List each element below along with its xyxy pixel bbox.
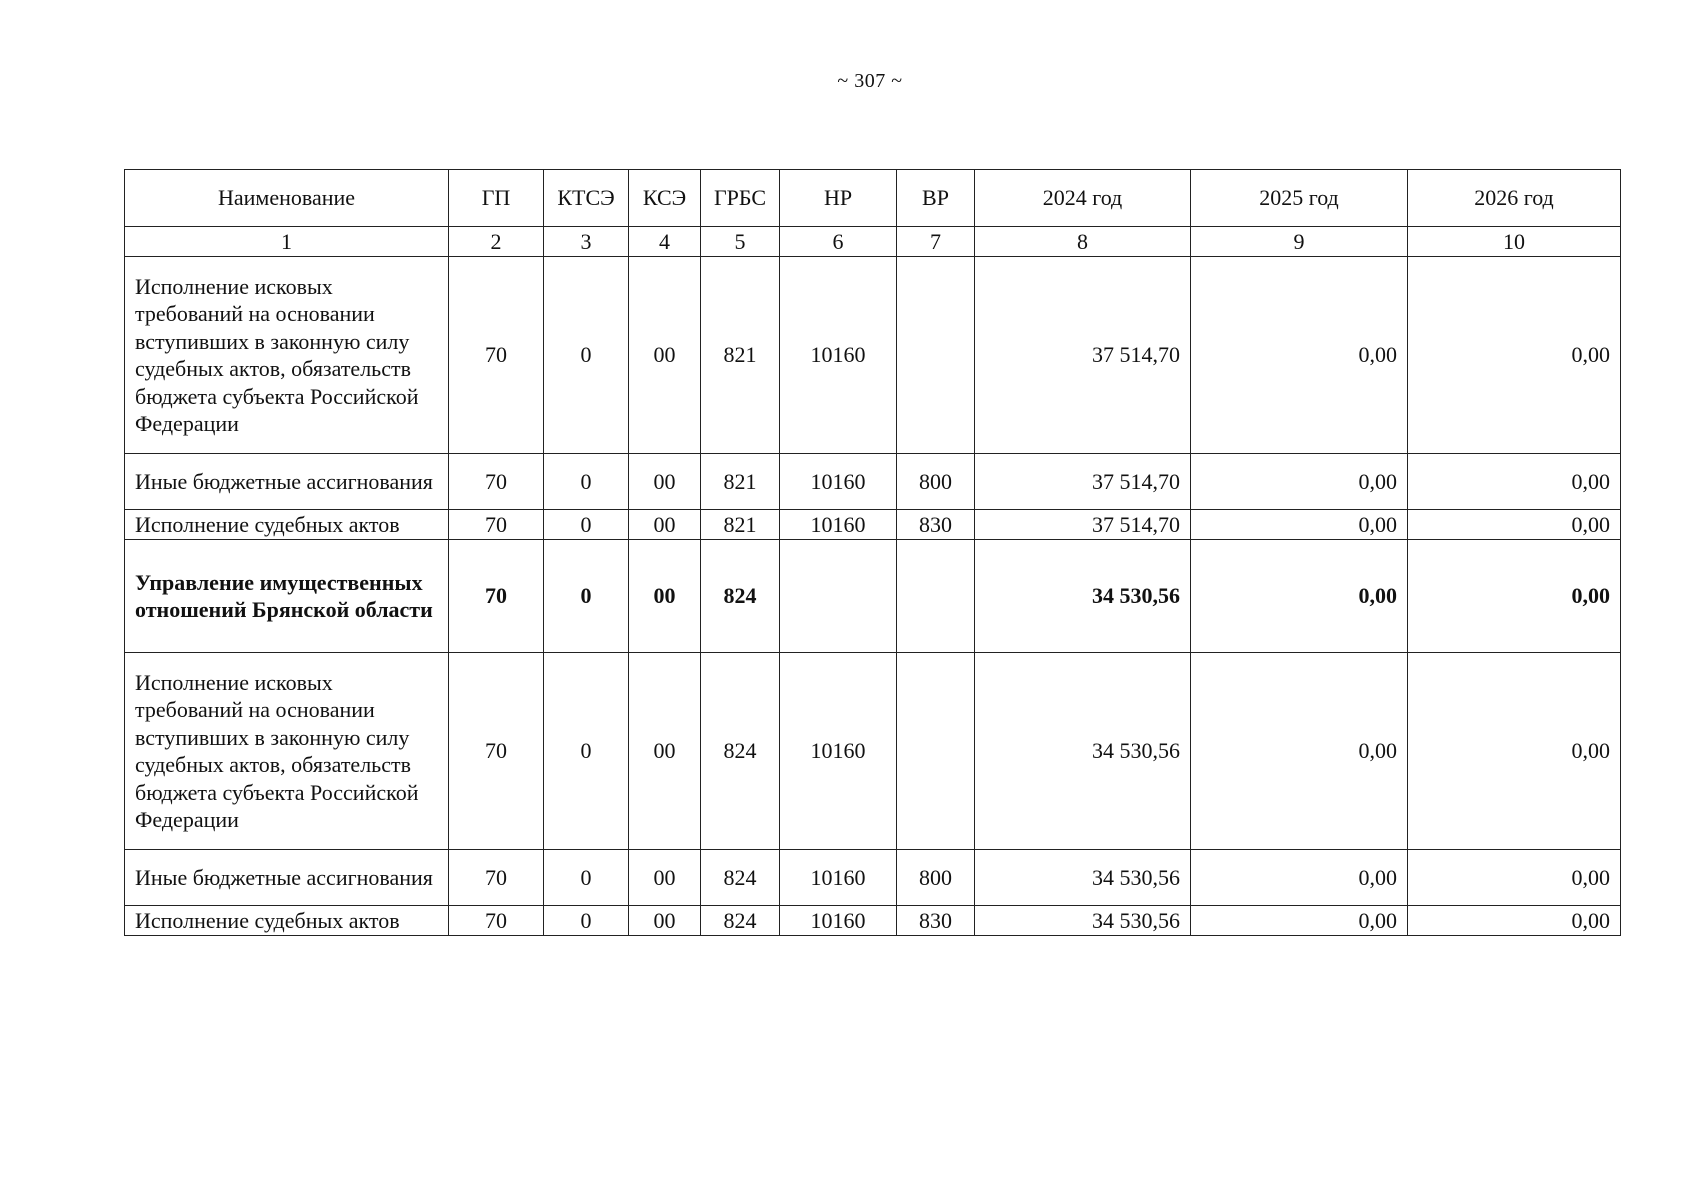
table-row	[125, 850, 1621, 906]
row-nr: 10160	[780, 454, 897, 510]
column-number: 2	[449, 227, 544, 257]
column-number-row	[125, 227, 1621, 257]
row-2026: 0,00	[1408, 510, 1621, 540]
row-2026: 0,00	[1408, 540, 1621, 653]
row-2024: 34 530,56	[975, 653, 1191, 850]
row-nr: 10160	[780, 906, 897, 936]
row-2026: 0,00	[1408, 454, 1621, 510]
row-nr: 10160	[780, 257, 897, 454]
row-gp: 70	[449, 540, 544, 653]
column-number: 5	[701, 227, 780, 257]
header-nr: НР	[780, 170, 897, 227]
row-ktse: 0	[544, 850, 629, 906]
row-name: Исполнение исковых требований на основании вступивших в законную силу судебных актов, обязательств бюджета субъекта Российской Федерации	[125, 653, 449, 850]
row-name: Исполнение судебных актов	[125, 906, 449, 936]
row-vr: 830	[897, 510, 975, 540]
table-row	[125, 510, 1621, 540]
row-name: Иные бюджетные ассигнования	[125, 850, 449, 906]
column-number: 10	[1408, 227, 1621, 257]
row-2025: 0,00	[1191, 257, 1408, 454]
row-nr: 10160	[780, 653, 897, 850]
row-grbs: 821	[701, 257, 780, 454]
row-kse: 00	[629, 257, 701, 454]
row-grbs: 824	[701, 653, 780, 850]
row-gp: 70	[449, 906, 544, 936]
table-row	[125, 454, 1621, 510]
column-number: 8	[975, 227, 1191, 257]
column-number: 7	[897, 227, 975, 257]
row-2025: 0,00	[1191, 454, 1408, 510]
column-number: 9	[1191, 227, 1408, 257]
row-ktse: 0	[544, 540, 629, 653]
header-row	[125, 170, 1621, 227]
table-row	[125, 653, 1621, 850]
row-2026: 0,00	[1408, 850, 1621, 906]
header-ktse: КТСЭ	[544, 170, 629, 227]
column-number: 4	[629, 227, 701, 257]
row-2025: 0,00	[1191, 540, 1408, 653]
table-row	[125, 906, 1621, 936]
row-2024: 34 530,56	[975, 850, 1191, 906]
row-2026: 0,00	[1408, 653, 1621, 850]
row-vr: 800	[897, 850, 975, 906]
table-row-department	[125, 540, 1621, 653]
row-ktse: 0	[544, 653, 629, 850]
budget-table	[124, 169, 1621, 936]
row-vr	[897, 540, 975, 653]
row-2024: 37 514,70	[975, 510, 1191, 540]
row-grbs: 821	[701, 454, 780, 510]
row-2025: 0,00	[1191, 850, 1408, 906]
row-kse: 00	[629, 510, 701, 540]
row-gp: 70	[449, 257, 544, 454]
row-gp: 70	[449, 850, 544, 906]
column-number: 3	[544, 227, 629, 257]
row-kse: 00	[629, 906, 701, 936]
header-gp: ГП	[449, 170, 544, 227]
row-kse: 00	[629, 454, 701, 510]
row-ktse: 0	[544, 454, 629, 510]
row-grbs: 824	[701, 906, 780, 936]
row-name: Исполнение исковых требований на основании вступивших в законную силу судебных актов, обязательств бюджета субъекта Российской Федерации	[125, 257, 449, 454]
row-nr: 10160	[780, 510, 897, 540]
row-nr	[780, 540, 897, 653]
header-kse: КСЭ	[629, 170, 701, 227]
row-grbs: 824	[701, 540, 780, 653]
row-2025: 0,00	[1191, 906, 1408, 936]
page-number: ~ 307 ~	[837, 70, 903, 92]
row-2024: 37 514,70	[975, 454, 1191, 510]
row-2025: 0,00	[1191, 510, 1408, 540]
row-vr: 800	[897, 454, 975, 510]
row-gp: 70	[449, 454, 544, 510]
row-gp: 70	[449, 510, 544, 540]
row-vr: 830	[897, 906, 975, 936]
header-2024: 2024 год	[975, 170, 1191, 227]
header-vr: ВР	[897, 170, 975, 227]
row-2025: 0,00	[1191, 653, 1408, 850]
column-number: 1	[125, 227, 449, 257]
row-2024: 34 530,56	[975, 906, 1191, 936]
row-2024: 34 530,56	[975, 540, 1191, 653]
row-grbs: 824	[701, 850, 780, 906]
row-name: Иные бюджетные ассигнования	[125, 454, 449, 510]
row-ktse: 0	[544, 906, 629, 936]
row-name: Управление имущественных отношений Брянской области	[125, 540, 449, 653]
row-ktse: 0	[544, 257, 629, 454]
row-vr	[897, 257, 975, 454]
row-2024: 37 514,70	[975, 257, 1191, 454]
header-2026: 2026 год	[1408, 170, 1621, 227]
row-nr: 10160	[780, 850, 897, 906]
header-2025: 2025 год	[1191, 170, 1408, 227]
row-vr	[897, 653, 975, 850]
row-2026: 0,00	[1408, 257, 1621, 454]
row-grbs: 821	[701, 510, 780, 540]
row-gp: 70	[449, 653, 544, 850]
column-number: 6	[780, 227, 897, 257]
row-kse: 00	[629, 540, 701, 653]
row-name: Исполнение судебных актов	[125, 510, 449, 540]
row-ktse: 0	[544, 510, 629, 540]
row-kse: 00	[629, 653, 701, 850]
row-2026: 0,00	[1408, 906, 1621, 936]
header-grbs: ГРБС	[701, 170, 780, 227]
table-row	[125, 257, 1621, 454]
row-kse: 00	[629, 850, 701, 906]
header-name: Наименование	[125, 170, 449, 227]
